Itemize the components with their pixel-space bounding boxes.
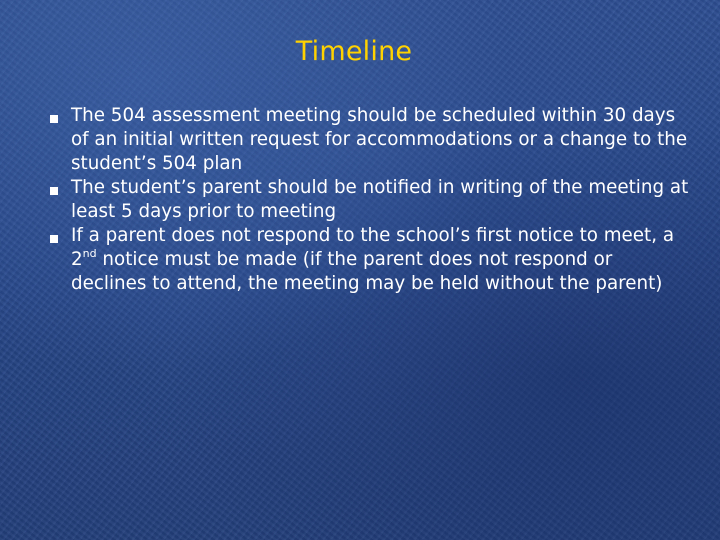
slide-title: Timeline — [295, 36, 413, 67]
square-bullet-icon — [50, 235, 58, 243]
bullet-item-2 — [50, 176, 690, 224]
ordinal-superscript: nd — [82, 246, 97, 260]
bullet-list — [50, 104, 690, 296]
bullet-text-2: The student’s parent should be notified in writing of the meeting at least 5 days prior to meeting — [71, 177, 689, 222]
bullet-text-1: The 504 assessment meeting should be scheduled within 30 days of an initial written request for accommodations or a change to the student’s 504 plan — [71, 105, 688, 174]
square-bullet-icon — [50, 115, 58, 123]
bullet-text-3 — [71, 224, 690, 296]
bullet-text-3-part-2: notice must be made (if the parent does not respond or declines to attend, the meeting may be held without the parent) — [71, 249, 663, 294]
bullet-text-3-part-1: If a parent does not respond to the school’s first notice to meet, a 2 — [71, 225, 675, 270]
square-bullet-icon — [50, 187, 58, 195]
bullet-item-3 — [50, 224, 690, 296]
bullet-item-1 — [50, 104, 690, 176]
